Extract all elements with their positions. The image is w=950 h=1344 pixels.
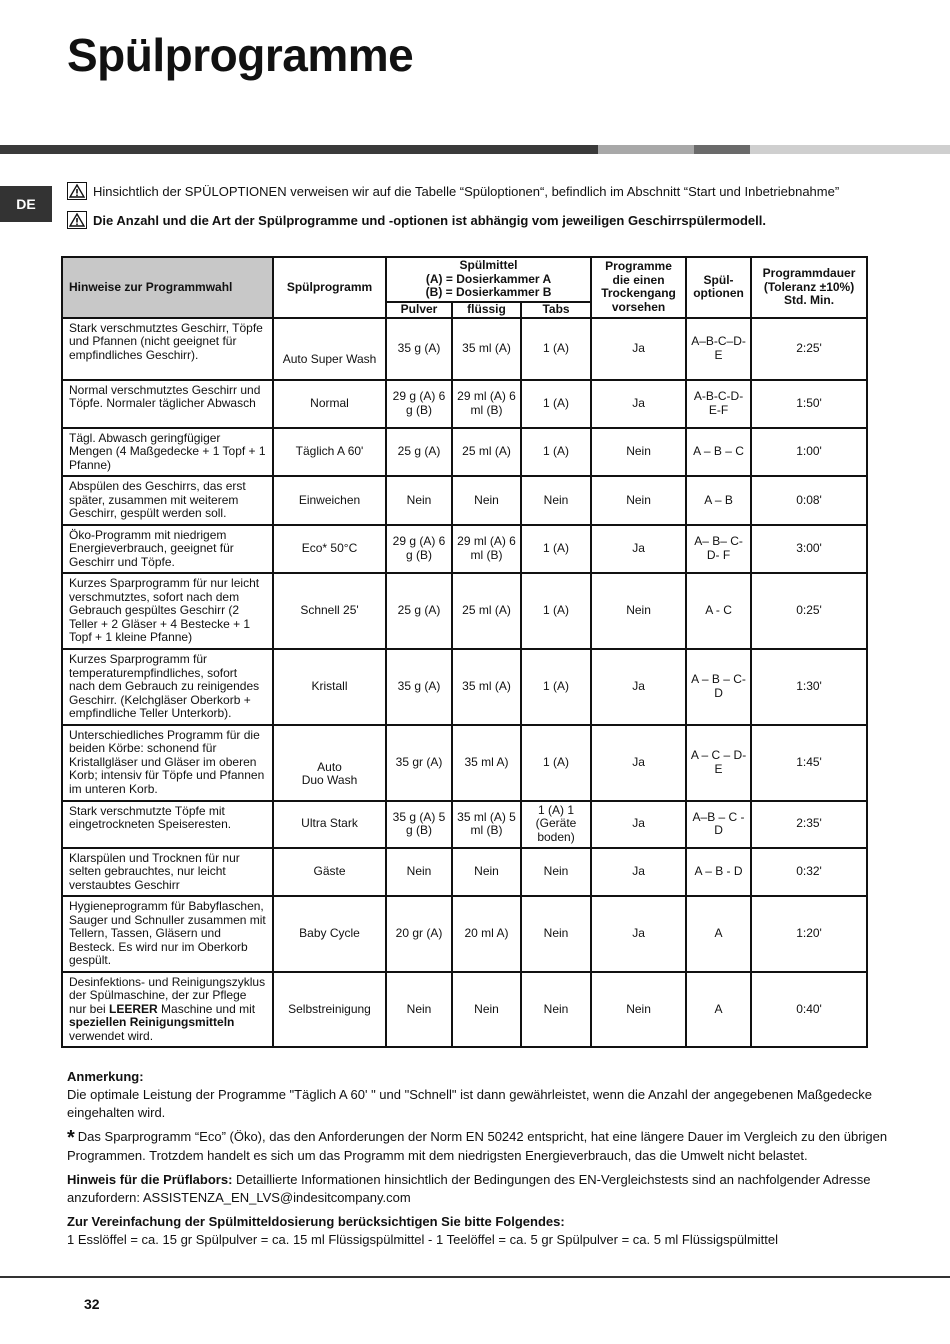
row-duration: 1:20' (751, 896, 867, 972)
row-tabs: Nein (521, 896, 591, 972)
row-program-line: Duo Wash (301, 773, 358, 787)
row-hint: Kurzes Sparprogramm für temperaturempfindliches, sofort nach dem Gebrauch zu reinigendes Geschirr. (Kelchgläser Oberkorb + empfindliche Teller Unterkorb). (62, 649, 273, 725)
row-liquid: 25 ml (A) (452, 573, 521, 649)
header-detergent-line: Spülmittel (459, 258, 518, 272)
row-hint-part: verwendet wird. (69, 1028, 154, 1043)
dosage-title: Zur Vereinfachung der Spülmitteldosierung berücksichtigen Sie bitte Folgendes: (67, 1214, 565, 1229)
row-tabs: 1 (A) (521, 428, 591, 477)
warning-icon (67, 211, 87, 229)
lab-note-title: Hinweis für die Prüflabors: (67, 1172, 233, 1187)
header-options-line: optionen (693, 286, 744, 301)
row-powder: 20 gr (A) (386, 896, 452, 972)
table-row (62, 380, 867, 428)
row-program: Schnell 25' (273, 573, 386, 649)
table-row (62, 428, 867, 477)
row-hint: Hygieneprogramm für Babyflaschen, Sauger und Schnuller zusammen mit Tellern, Tassen, Gläsern und Besteck. Es wird nur im Oberkorb gespült. (62, 896, 273, 972)
row-duration: 0:08' (751, 476, 867, 525)
header-liquid: flüssig (452, 302, 521, 318)
row-options: A – B (686, 476, 751, 525)
row-tabs: 1 (A) (521, 318, 591, 380)
lab-note (67, 1171, 897, 1207)
row-hint (62, 972, 273, 1048)
row-powder: 35 g (A) (386, 318, 452, 380)
row-hint-part: Desinfektions- und Reinigungszyklus der Spülmaschine, der zur Pflege nur bei (69, 974, 266, 1016)
notes-section (67, 1068, 897, 1255)
page-number: 32 (84, 1296, 100, 1312)
row-powder: 29 g (A) 6 g (B) (386, 380, 452, 428)
row-options: A - C (686, 573, 751, 649)
header-detergent-line: (B) = Dosierkammer B (425, 285, 552, 299)
row-powder: 35 g (A) 5 g (B) (386, 801, 452, 848)
table-row (62, 573, 867, 649)
eco-note (67, 1128, 897, 1165)
row-options: A (686, 896, 751, 972)
row-powder: 25 g (A) (386, 428, 452, 477)
header-drying (591, 257, 686, 318)
table-row (62, 525, 867, 574)
row-powder: 35 gr (A) (386, 725, 452, 801)
header-drying-line: Trockengang (601, 286, 676, 301)
header-bar-segment (598, 145, 694, 154)
row-liquid: 35 ml A) (452, 725, 521, 801)
row-duration: 2:25' (751, 318, 867, 380)
page-title: Spülprogramme (67, 29, 414, 81)
row-liquid: 29 ml (A) 6 ml (B) (452, 380, 521, 428)
header-bar-segment (750, 145, 950, 154)
row-program: Kristall (273, 649, 386, 725)
row-liquid: 29 ml (A) 6 ml (B) (452, 525, 521, 574)
row-drying: Ja (591, 725, 686, 801)
row-hint: Öko-Programm mit niedrigem Energieverbrauch, geeignet für Geschirr und Töpfe. (62, 525, 273, 574)
notice-model (67, 211, 766, 229)
row-program: Ultra Stark (273, 801, 386, 848)
row-hint: Tägl. Abwasch geringfügiger Mengen (4 Maßgedecke + 1 Topf + 1 Pfanne) (62, 428, 273, 477)
row-duration: 3:00' (751, 525, 867, 574)
row-tabs: 1 (A) (521, 649, 591, 725)
row-drying: Ja (591, 649, 686, 725)
row-powder: Nein (386, 848, 452, 897)
row-drying: Ja (591, 801, 686, 848)
row-hint: Unterschiedliches Programm für die beiden Körbe: schonend für Kristallgläser und Gläser im oberen Korb; intensiv für Töpfe und Pfannen im unteren Korb. (62, 725, 273, 801)
remark (67, 1068, 897, 1122)
row-drying: Nein (591, 476, 686, 525)
row-program: Normal (273, 380, 386, 428)
footer-rule (0, 1276, 950, 1278)
header-powder: Pulver (386, 302, 452, 318)
table-row (62, 476, 867, 525)
row-tabs: 1 (A) (521, 573, 591, 649)
row-options: A– B– C-D- F (686, 525, 751, 574)
notice-options-text: Hinsichtlich der SPÜLOPTIONEN verweisen wir auf die Tabelle “Spüloptionen“, befindlich im Abschnitt “Start und Inbetriebnahme” (93, 183, 840, 199)
header-duration-line: Programmdauer (762, 266, 856, 280)
row-drying: Ja (591, 380, 686, 428)
row-drying: Ja (591, 896, 686, 972)
row-liquid: 25 ml (A) (452, 428, 521, 477)
row-program: Einweichen (273, 476, 386, 525)
header-color-bar (0, 145, 950, 154)
header-options (686, 257, 751, 318)
row-program: Selbstreinigung (273, 972, 386, 1048)
row-options: A – C – D-E (686, 725, 751, 801)
row-powder: 35 g (A) (386, 649, 452, 725)
row-duration: 1:50' (751, 380, 867, 428)
row-tabs: Nein (521, 972, 591, 1048)
row-powder: Nein (386, 476, 452, 525)
row-hint: Stark verschmutzte Töpfe mit eingetrockneten Speiseresten. (62, 801, 273, 848)
row-liquid: 35 ml (A) 5 ml (B) (452, 801, 521, 848)
table-row (62, 848, 867, 897)
row-hint: Stark verschmutztes Geschirr, Töpfe und Pfannen (nicht geeignet für empfindliches Geschirr). (62, 318, 273, 380)
warning-icon (67, 182, 87, 200)
program-table (61, 256, 868, 1048)
row-duration: 1:30' (751, 649, 867, 725)
row-hint-part: Maschine und mit (157, 1001, 256, 1016)
table-row (62, 649, 867, 725)
header-duration (751, 257, 867, 318)
row-tabs: Nein (521, 848, 591, 897)
header-program: Spülprogramm (273, 257, 386, 318)
row-program: Auto Super Wash (273, 318, 386, 380)
row-drying: Ja (591, 525, 686, 574)
dosage-note (67, 1213, 897, 1249)
row-options: A – B - D (686, 848, 751, 897)
table-row (62, 801, 867, 848)
row-liquid: 35 ml (A) (452, 318, 521, 380)
row-program-line: Auto (317, 759, 342, 774)
row-drying: Nein (591, 972, 686, 1048)
row-program: Gäste (273, 848, 386, 897)
header-options-line: Spül- (703, 272, 734, 287)
row-program: Baby Cycle (273, 896, 386, 972)
row-duration: 2:35' (751, 801, 867, 848)
row-drying: Ja (591, 318, 686, 380)
row-tabs: 1 (A) 1 (Geräte boden) (521, 801, 591, 848)
row-options: A – B – C-D (686, 649, 751, 725)
row-program: Eco* 50°C (273, 525, 386, 574)
row-duration: 0:32' (751, 848, 867, 897)
row-duration: 0:25' (751, 573, 867, 649)
dosage-text: 1 Esslöffel = ca. 15 gr Spülpulver = ca. 15 ml Flüssigspülmittel - 1 Teelöffel = ca. 5 gr Spülpulver = ca. 5 ml Flüssigspülmittel (67, 1232, 779, 1247)
row-hint: Kurzes Sparprogramm für nur leicht verschmutztes, sofort nach dem Gebrauch gespültes Geschirr (2 Teller + 2 Gläser + 4 Bestecke + 1 Topf + 1 kleine Pfanne) (62, 573, 273, 649)
row-liquid: 35 ml (A) (452, 649, 521, 725)
row-liquid: 20 ml A) (452, 896, 521, 972)
remark-title: Anmerkung: (67, 1069, 144, 1084)
row-liquid: Nein (452, 848, 521, 897)
row-drying: Nein (591, 428, 686, 477)
header-duration-line: (Toleranz ±10%) (763, 279, 855, 294)
header-drying-line: die einen (612, 272, 665, 287)
table-row (62, 318, 867, 380)
row-tabs: 1 (A) (521, 525, 591, 574)
header-drying-line: Programme (605, 259, 672, 274)
header-bar-segment (0, 145, 598, 154)
row-options: A–B – C -D (686, 801, 751, 848)
row-program: Täglich A 60' (273, 428, 386, 477)
program-table-container (61, 256, 866, 1048)
row-hint: Klarspülen und Trocknen für nur selten gebrauchtes, nur leicht verstaubtes Geschirr (62, 848, 273, 897)
row-drying: Nein (591, 573, 686, 649)
notice-model-text: Die Anzahl und die Art der Spülprogramme und -optionen ist abhängig vom jeweiligen Geschirrspülermodell. (93, 212, 766, 228)
notice-options (67, 182, 839, 200)
table-row (62, 972, 867, 1048)
lab-note-text: Detaillierte Informationen hinsichtlich der Bedingungen des EN-Vergleichstests sind an nachfolgender Adresse anzufordern: ASSISTENZA_EN_LVS@indesitcompany.com (67, 1172, 871, 1205)
row-powder: 29 g (A) 6 g (B) (386, 525, 452, 574)
row-duration: 1:00' (751, 428, 867, 477)
header-tabs: Tabs (521, 302, 591, 318)
row-options: A-B-C-D-E-F (686, 380, 751, 428)
row-tabs: 1 (A) (521, 380, 591, 428)
header-duration-line: Std. Min. (784, 293, 835, 307)
row-tabs: 1 (A) (521, 725, 591, 801)
header-hint: Hinweise zur Programmwahl (62, 257, 273, 318)
row-tabs: Nein (521, 476, 591, 525)
eco-note-text: Das Sparprogramm “Eco” (Öko), das den Anforderungen der Norm EN 50242 entspricht, hat eine längere Dauer im Vergleich zu den übrigen Programmen. Trotzdem handelt es sich um das Programm mit dem niedrigsten Energieverbrauch, das die Umwelt nicht belastet. (67, 1129, 888, 1163)
row-program (273, 725, 386, 801)
row-liquid: Nein (452, 972, 521, 1048)
header-drying-line: vorsehen (611, 299, 666, 314)
row-hint: Abspülen des Geschirrs, das erst später, zusammen mit weiterem Geschirr, gespült werden soll. (62, 476, 273, 525)
row-hint-emphasis: speziellen Reinigungsmitteln (69, 1015, 235, 1029)
language-badge: DE (0, 186, 52, 222)
row-duration: 0:40' (751, 972, 867, 1048)
header-detergent-line: (A) = Dosierkammer A (425, 271, 552, 286)
row-hint-emphasis: LEERER (109, 1001, 158, 1016)
row-options: A (686, 972, 751, 1048)
row-duration: 1:45' (751, 725, 867, 801)
table-row (62, 896, 867, 972)
header-detergent (386, 257, 591, 302)
row-powder: 25 g (A) (386, 573, 452, 649)
row-options: A – B – C (686, 428, 751, 477)
row-options: A–B-C–D-E (686, 318, 751, 380)
row-hint: Normal verschmutztes Geschirr und Töpfe. Normaler täglicher Abwasch (62, 380, 273, 428)
remark-text: Die optimale Leistung der Programme "Täglich A 60' " und "Schnell" ist dann gewährleistet, wenn die Anzahl der angegebenen Maßgedecke eingehalten wird. (67, 1087, 873, 1120)
header-bar-segment (694, 145, 750, 154)
row-liquid: Nein (452, 476, 521, 525)
table-row (62, 725, 867, 801)
row-drying: Ja (591, 848, 686, 897)
asterisk-mark: * (67, 1127, 75, 1149)
row-powder: Nein (386, 972, 452, 1048)
